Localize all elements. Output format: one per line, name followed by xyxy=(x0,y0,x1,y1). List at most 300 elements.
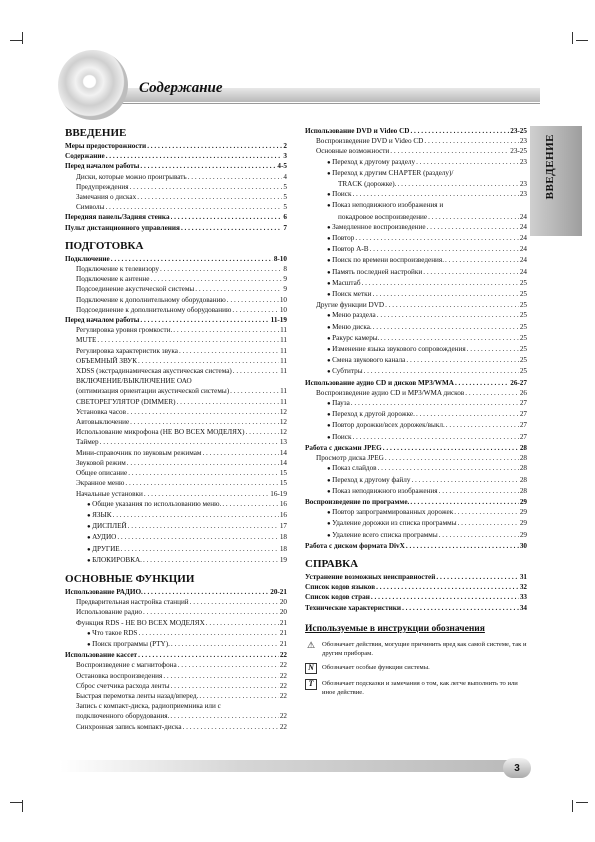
toc-entry-title: Воспроизведение по программе. xyxy=(305,497,410,506)
toc-entry-title: Регулировка уровня громкости. xyxy=(76,326,173,335)
toc-page-number: 7 xyxy=(283,223,287,232)
toc-entry[interactable] xyxy=(305,486,527,497)
toc-page-number: 25 xyxy=(519,345,527,354)
toc-page-number: 10 xyxy=(279,295,287,304)
toc-page-number: 15 xyxy=(279,469,287,478)
toc-entry[interactable] xyxy=(65,639,287,650)
dot-leader xyxy=(402,603,519,613)
toc-entry[interactable] xyxy=(65,335,287,345)
toc-section-entry[interactable] xyxy=(305,378,527,388)
toc-entry[interactable] xyxy=(65,722,287,732)
toc-section-entry[interactable] xyxy=(305,443,527,453)
toc-section-entry[interactable] xyxy=(305,126,527,136)
toc-entry[interactable] xyxy=(65,597,287,607)
crop-mark xyxy=(22,800,23,812)
header-divider xyxy=(110,103,540,104)
dot-leader xyxy=(170,711,278,721)
toc-page-number: 24 xyxy=(519,256,527,265)
toc-entry-title: ● ДИСПЛЕЙ xyxy=(87,521,127,532)
dot-leader xyxy=(195,284,282,294)
dot-leader xyxy=(183,722,279,732)
toc-entry-title: ● Замедленное воспроизведение xyxy=(327,222,426,233)
toc-entry[interactable] xyxy=(65,618,287,628)
toc-entry[interactable] xyxy=(65,305,287,315)
dot-leader xyxy=(455,378,509,388)
toc-entry-title: ● Пауза xyxy=(327,398,350,409)
toc-entry-title: Экранное меню xyxy=(76,479,125,488)
toc-entry-title: покадровое воспроизведение xyxy=(338,212,428,221)
dot-leader xyxy=(385,453,519,463)
dot-leader xyxy=(370,244,519,255)
dot-leader xyxy=(411,475,518,486)
toc-entry[interactable] xyxy=(305,366,527,377)
toc-entry[interactable] xyxy=(65,366,287,376)
dot-leader xyxy=(233,366,279,376)
crop-mark xyxy=(10,802,22,803)
dot-leader xyxy=(230,386,279,396)
toc-entry-title: Устранение возможных неисправностей xyxy=(305,572,436,581)
toc-entry[interactable] xyxy=(305,244,527,255)
toc-entry[interactable] xyxy=(65,437,287,447)
toc-section-entry[interactable] xyxy=(65,650,287,660)
toc-page-number: 25 xyxy=(519,322,527,331)
toc-entry[interactable] xyxy=(65,711,287,721)
toc-entry[interactable] xyxy=(65,691,287,701)
toc-page-number: 24 xyxy=(519,234,527,243)
toc-page-number: 29 xyxy=(519,497,527,506)
side-tab-label: ВВЕДЕНИЕ xyxy=(544,134,556,200)
dot-leader xyxy=(113,510,279,521)
dot-leader xyxy=(125,478,278,488)
toc-page-number: 25 xyxy=(519,333,527,342)
toc-entry-title: ● Меню диска. xyxy=(327,322,372,333)
dot-leader xyxy=(171,681,279,691)
toc-entry[interactable] xyxy=(65,478,287,488)
toc-entry[interactable] xyxy=(305,146,527,156)
toc-entry-title: ● Общие указания по использованию меню. xyxy=(87,499,221,510)
dot-leader xyxy=(97,335,279,345)
dot-leader xyxy=(467,344,519,355)
toc-entry-title: XDSS (экстрадинамическая акустическая система) xyxy=(76,367,232,376)
toc-entry[interactable] xyxy=(305,189,527,200)
toc-entry-title: ● Поиск по времени воспроизведения. xyxy=(327,255,444,266)
toc-page-number: 22 xyxy=(279,712,287,721)
toc-section-entry[interactable] xyxy=(65,223,287,233)
toc-page-number: 11 xyxy=(280,367,287,376)
toc-entry[interactable] xyxy=(65,407,287,417)
toc-entry-title: ● Поиск программы (PTY). xyxy=(87,639,170,650)
toc-page-number: 27 xyxy=(519,421,527,430)
toc-entry-title: ● ДРУГИЕ xyxy=(87,544,120,555)
toc-entry-title: Просмотр диска JPEG xyxy=(316,454,384,463)
toc-page-number: 8-10 xyxy=(273,254,287,263)
dot-leader xyxy=(138,628,278,639)
dot-leader xyxy=(446,420,519,431)
toc-entry[interactable] xyxy=(305,507,527,518)
toc-entry-title: Сброс счетчика расхода ленты xyxy=(76,681,170,690)
toc-entry-title: Подключение к телевизору xyxy=(76,265,160,274)
dot-leader xyxy=(163,671,278,681)
toc-entry[interactable] xyxy=(305,518,527,529)
toc-entry[interactable] xyxy=(305,267,527,278)
toc-entry[interactable] xyxy=(305,355,527,366)
toc-entry-title: ● Удаление всего списка программы xyxy=(327,530,438,541)
toc-page-number: 17 xyxy=(279,522,287,531)
toc-entry[interactable] xyxy=(65,182,287,192)
toc-page-number: 24 xyxy=(519,222,527,231)
toc-entry[interactable] xyxy=(305,233,527,244)
toc-page-number: 25 xyxy=(519,367,527,376)
toc-entry[interactable] xyxy=(65,284,287,294)
toc-entry[interactable] xyxy=(305,530,527,541)
dot-leader xyxy=(439,530,519,541)
dot-leader xyxy=(144,587,269,597)
toc-entry[interactable] xyxy=(65,172,287,182)
dot-leader xyxy=(232,305,279,315)
toc-entry[interactable] xyxy=(65,427,287,437)
toc-section-entry[interactable] xyxy=(305,541,527,551)
toc-entry-title: ● Показ неподвижного изображения xyxy=(327,486,438,497)
crop-mark xyxy=(576,802,588,803)
crop-mark xyxy=(10,40,22,41)
toc-entry-title: Другие функции DVD xyxy=(316,301,385,310)
dot-leader xyxy=(416,157,519,168)
toc-entry[interactable] xyxy=(305,310,527,321)
toc-entry-title: СВЕТОРЕГУЛЯТОР (DIMMER) xyxy=(76,397,176,406)
toc-entry[interactable] xyxy=(65,448,287,458)
toc-entry-title: Подсоединение к дополнительному оборудованию xyxy=(76,305,232,314)
section-heading: СПРАВКА xyxy=(305,557,359,570)
toc-entry-title: TRACK (дорожке). xyxy=(338,180,397,189)
dot-leader xyxy=(117,532,278,543)
dot-leader xyxy=(383,443,519,453)
toc-entry[interactable] xyxy=(65,489,287,499)
toc-entry[interactable] xyxy=(65,346,287,356)
dot-leader xyxy=(423,267,519,278)
toc-entry[interactable] xyxy=(305,289,527,300)
warning-icon: ⚠ xyxy=(306,640,316,651)
toc-entry[interactable] xyxy=(305,222,527,233)
toc-left-column xyxy=(65,126,287,732)
crop-mark xyxy=(572,800,573,812)
toc-entry[interactable] xyxy=(65,458,287,468)
toc-page-number: 28 xyxy=(519,475,527,484)
toc-page-number: 18 xyxy=(279,544,287,553)
toc-page-number: 31 xyxy=(519,572,527,581)
toc-page-number: 21 xyxy=(279,628,287,637)
toc-entry-title: ● АУДИО xyxy=(87,532,116,543)
toc-entry-title: Установка часов xyxy=(76,407,127,416)
dot-leader xyxy=(178,660,279,670)
toc-entry[interactable] xyxy=(65,681,287,691)
toc-page-number: 27 xyxy=(519,432,527,441)
toc-entry-title: ● Изменение языка звукового сопровождения xyxy=(327,344,466,355)
dot-leader xyxy=(130,417,279,427)
toc-entry[interactable] xyxy=(65,671,287,681)
toc-entry[interactable] xyxy=(305,409,527,420)
toc-entry-title: ● Масштаб xyxy=(327,278,361,289)
toc-entry[interactable] xyxy=(305,463,527,474)
toc-page-number: 8 xyxy=(283,265,287,274)
dot-leader xyxy=(454,507,519,518)
toc-entry-title: ● Меню раздела xyxy=(327,310,376,321)
toc-entry-title: ● Переход к другой дорожке. xyxy=(327,409,415,420)
dot-leader xyxy=(137,192,282,202)
dot-leader xyxy=(181,223,282,233)
toc-entry[interactable] xyxy=(65,202,287,212)
toc-entry[interactable] xyxy=(305,344,527,355)
toc-page-number: 28 xyxy=(519,486,527,495)
symbol-legend-item xyxy=(305,679,527,697)
toc-page-number: 3 xyxy=(283,152,287,161)
toc-page-number: 25 xyxy=(519,290,527,299)
crop-mark xyxy=(22,32,23,44)
dot-leader xyxy=(376,582,519,592)
toc-entry-title: Предварительная настройка станций xyxy=(76,598,189,607)
toc-entry-title: Перед началом работы xyxy=(65,162,140,171)
dot-leader xyxy=(427,222,519,233)
toc-entry[interactable] xyxy=(305,388,527,398)
toc-section-entry[interactable] xyxy=(65,315,287,325)
toc-entry[interactable] xyxy=(65,386,287,396)
toc-entry-title: ● Поиск xyxy=(327,432,351,443)
toc-entry-title: Быстрая перемотка ленты назад/вперед. xyxy=(76,691,199,700)
toc-section-entry[interactable] xyxy=(305,582,527,592)
toc-entry[interactable] xyxy=(305,168,527,179)
dot-leader xyxy=(173,325,279,335)
toc-page-number: 20-21 xyxy=(270,587,287,596)
dot-leader xyxy=(362,278,519,289)
toc-entry-title: Использование радио xyxy=(76,608,143,617)
toc-entry[interactable] xyxy=(65,499,287,510)
dot-leader xyxy=(150,274,282,284)
toc-entry[interactable] xyxy=(65,660,287,670)
toc-page-number: 12 xyxy=(279,407,287,416)
toc-entry[interactable] xyxy=(305,333,527,344)
toc-page-number: 13 xyxy=(279,438,287,447)
toc-entry[interactable] xyxy=(65,555,287,566)
toc-entry-title: ● Поиск метки xyxy=(327,289,371,300)
toc-entry-title: Работа с дисками JPEG xyxy=(305,443,382,452)
toc-entry[interactable] xyxy=(65,468,287,478)
dot-leader xyxy=(138,650,279,660)
dot-leader xyxy=(100,437,279,447)
dot-leader xyxy=(105,202,282,212)
toc-entry-title: Основные возможности xyxy=(316,147,390,156)
toc-entry[interactable] xyxy=(305,255,527,266)
toc-page-number: 27 xyxy=(519,399,527,408)
dot-leader xyxy=(188,172,283,182)
toc-page-number: 23 xyxy=(519,180,527,189)
toc-entry-title: Воспроизведение аудио CD и MP3/WMA дисков xyxy=(316,388,465,397)
dot-leader xyxy=(111,254,273,264)
toc-section-entry[interactable] xyxy=(65,212,287,222)
toc-entry-title: Регулировка характеристик звука xyxy=(76,346,178,355)
dot-leader xyxy=(378,463,519,474)
toc-page-number: 16 xyxy=(279,499,287,508)
toc-page-number: 24 xyxy=(519,212,527,221)
page-title: Содержание xyxy=(139,80,223,96)
toc-page-number: 11 xyxy=(280,387,287,396)
toc-entry-title: ● ЯЗЫК xyxy=(87,510,112,521)
toc-page-number: 20 xyxy=(279,608,287,617)
toc-entry-title: Остановка воспроизведения xyxy=(76,671,163,680)
toc-entry[interactable] xyxy=(65,544,287,555)
toc-entry[interactable] xyxy=(65,325,287,335)
toc-section-entry[interactable] xyxy=(305,603,527,613)
toc-entry-title: ● Смена звукового канала xyxy=(327,355,405,366)
toc-entry-title: Подключение к антенне xyxy=(76,275,150,284)
toc-page-number: 25 xyxy=(519,278,527,287)
toc-page-number: 10 xyxy=(279,305,287,314)
dot-leader xyxy=(202,448,278,458)
toc-entry[interactable] xyxy=(65,417,287,427)
toc-entry-title: ● Повтор xyxy=(327,233,354,244)
toc-entry-title: Звуковой режим xyxy=(76,458,126,467)
toc-section-entry[interactable] xyxy=(65,141,287,151)
dot-leader xyxy=(140,161,276,171)
note-icon: T xyxy=(305,679,317,690)
dot-leader xyxy=(380,333,518,344)
toc-section-entry[interactable] xyxy=(65,587,287,597)
toc-entry[interactable] xyxy=(305,212,527,222)
toc-page-number: 9 xyxy=(283,275,287,284)
toc-page-number: 16 xyxy=(279,510,287,519)
toc-section-entry[interactable] xyxy=(65,254,287,264)
dot-leader xyxy=(397,179,518,189)
symbol-description: Обозначает особые функции системы. xyxy=(322,663,430,671)
toc-page-number: 11 xyxy=(280,346,287,355)
symbol-legend-item xyxy=(305,663,527,674)
dot-leader xyxy=(190,597,279,607)
disc-icon xyxy=(58,50,128,120)
toc-entry-title: Перед началом работы xyxy=(65,316,140,325)
toc-entry[interactable] xyxy=(65,295,287,305)
toc-entry-continuation: Запись с компакт-диска, радиоприемника или с xyxy=(76,702,221,711)
section-heading: ПОДГОТОВКА xyxy=(65,239,144,252)
toc-entry-title: MUTE xyxy=(76,336,97,345)
toc-entry[interactable] xyxy=(65,628,287,639)
toc-entry[interactable] xyxy=(65,192,287,202)
toc-entry[interactable] xyxy=(305,300,527,310)
toc-entry[interactable] xyxy=(305,179,527,189)
toc-entry-title: ● Переход к другому файлу xyxy=(327,475,410,486)
toc-entry-title: Работа с диском формата DivX xyxy=(305,541,405,550)
toc-page-number: 5 xyxy=(283,203,287,212)
toc-entry[interactable] xyxy=(305,398,527,409)
section-side-tab xyxy=(530,126,582,236)
dot-leader xyxy=(222,499,279,510)
toc-entry-title: Таймер xyxy=(76,438,99,447)
toc-page-number: 11-19 xyxy=(270,316,287,325)
toc-page-number: 12 xyxy=(279,428,287,437)
toc-page-number: 30 xyxy=(519,541,527,550)
toc-page-number: 4 xyxy=(283,172,287,181)
toc-entry-title: Использование DVD и Video CD xyxy=(305,127,410,135)
toc-entry[interactable] xyxy=(65,397,287,407)
toc-entry-title: Воспроизведение DVD и Video CD xyxy=(316,137,424,146)
toc-entry[interactable] xyxy=(65,264,287,274)
toc-section-entry[interactable] xyxy=(65,151,287,161)
crop-mark xyxy=(576,40,588,41)
toc-entry-title: Список кодов стран xyxy=(305,593,370,602)
dot-leader xyxy=(355,233,518,244)
toc-entry[interactable] xyxy=(65,274,287,284)
symbols-heading: Используемые в инструкции обозначения xyxy=(305,623,485,634)
toc-entry[interactable] xyxy=(305,157,527,168)
toc-entry-title: Использование микрофона (НЕ ВО ВСЕХ МОДЕЛЯХ) xyxy=(76,428,245,437)
toc-page-number: 18 xyxy=(279,533,287,542)
footer-bar xyxy=(60,760,510,772)
toc-page-number: 24 xyxy=(519,245,527,254)
toc-entry[interactable] xyxy=(65,356,287,366)
toc-entry[interactable] xyxy=(305,278,527,289)
toc-entry[interactable] xyxy=(305,432,527,443)
symbols-list xyxy=(305,640,527,697)
toc-page-number: 25 xyxy=(519,311,527,320)
dot-leader xyxy=(373,322,519,333)
toc-entry[interactable] xyxy=(305,453,527,463)
symbol-description: Обозначает действия, могущие причинить вред как самой системе, так и другим приборам. xyxy=(322,640,527,657)
toc-entry[interactable] xyxy=(65,510,287,521)
dot-leader xyxy=(416,409,519,420)
toc-section-entry[interactable] xyxy=(65,161,287,171)
toc-entry[interactable] xyxy=(305,136,527,146)
toc-entry-title: Список кодов языков xyxy=(305,583,376,592)
toc-page-number: 16-19 xyxy=(270,489,287,498)
crop-mark xyxy=(572,32,573,44)
dot-leader xyxy=(351,398,519,409)
toc-entry[interactable] xyxy=(305,475,527,486)
dot-leader xyxy=(128,521,279,532)
toc-entry[interactable] xyxy=(65,521,287,532)
toc-page-number: 26 xyxy=(519,388,527,397)
toc-entry-title: ● Память последней настройки xyxy=(327,267,422,278)
toc-entry-title: ОБЪЕМНЫЙ ЗВУК xyxy=(76,356,138,365)
toc-entry[interactable] xyxy=(305,322,527,333)
toc-entry-title: Пульт дистанционного управления xyxy=(65,223,180,232)
toc-entry-title: Использование кассет xyxy=(65,651,138,660)
toc-page-number: 34 xyxy=(519,603,527,612)
toc-page-number: 28 xyxy=(519,454,527,463)
toc-entry-title: ● Повтор A-B xyxy=(327,244,369,255)
dot-leader xyxy=(385,300,519,310)
dot-leader xyxy=(439,486,519,497)
toc-section-entry[interactable] xyxy=(305,592,527,602)
toc-entry[interactable] xyxy=(65,532,287,543)
toc-entry[interactable] xyxy=(305,200,527,211)
toc-page-number: 25 xyxy=(519,301,527,310)
dot-leader xyxy=(372,289,518,300)
toc-entry-title: Автовыключение xyxy=(76,418,130,427)
toc-page-number: 23 xyxy=(519,137,527,146)
toc-right-entries xyxy=(305,126,527,613)
toc-section-entry[interactable] xyxy=(305,497,527,507)
toc-entry-title: Синхронная запись компакт-диска xyxy=(76,722,182,731)
toc-section-entry[interactable] xyxy=(305,572,527,582)
toc-page-number: 23-25 xyxy=(510,147,527,156)
toc-entry-title: Подключение к дополнительному оборудованию xyxy=(76,295,226,304)
toc-page-number: 29 xyxy=(519,508,527,517)
toc-page-number: 22 xyxy=(279,691,287,700)
dot-leader xyxy=(130,182,283,192)
dot-leader xyxy=(171,639,279,650)
dot-leader xyxy=(352,432,518,443)
toc-page-number: 11 xyxy=(280,356,287,365)
page-number: 3 xyxy=(503,758,531,778)
toc-entry[interactable] xyxy=(305,420,527,431)
toc-entry[interactable] xyxy=(65,607,287,617)
